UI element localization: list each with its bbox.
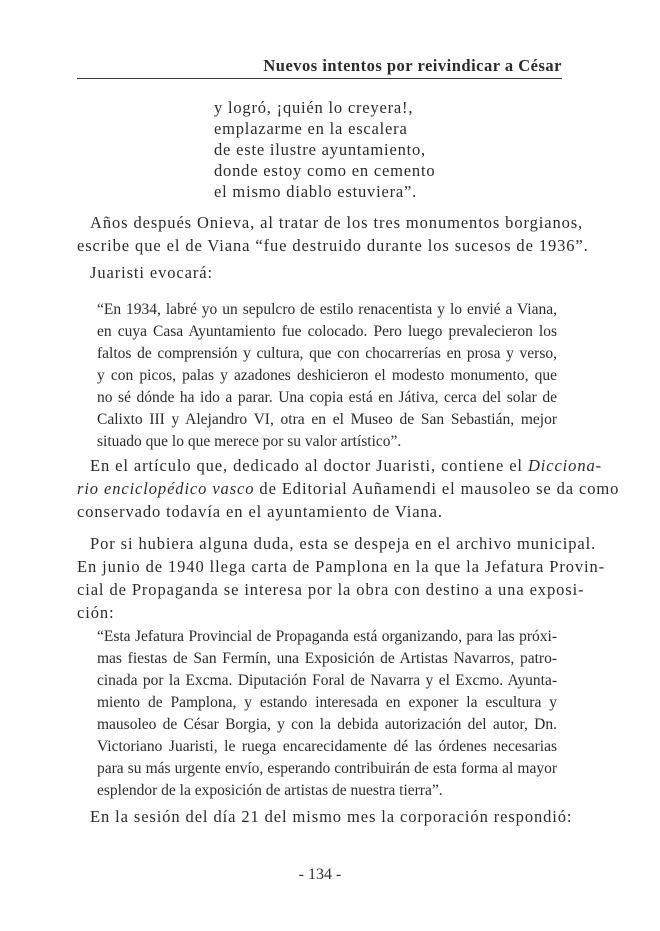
text-line: ción:	[77, 603, 115, 622]
running-header-title: Nuevos intentos por reivindicar a César	[263, 56, 562, 75]
paragraph-juaristi-intro	[77, 261, 562, 284]
quote-line: situado que lo que merece por su valor artístico”.	[97, 433, 402, 450]
text-line: Años después Onieva, al tratar de los tres monumentos borgianos,	[90, 213, 584, 232]
quote-line: y con picos, palas y azadones deshicieron el modesto monumento, que	[97, 367, 557, 384]
text-line: cial de Propaganda se interesa por la obra con destino a una exposi-	[77, 580, 585, 599]
poem-line: donde estoy como en cemento	[214, 161, 436, 180]
quote-line: Victoriano Juaristi, le ruega encarecidamente dé las órdenes necesarias	[97, 738, 557, 755]
quote-line: cinada por la Excma. Diputación Foral de Navarra y el Excmo. Ayunta-	[97, 672, 557, 689]
paragraph-diccionario	[77, 454, 620, 523]
quote-line: Calixto III y Alejandro VI, otra en el Museo de San Sebastián, mejor	[97, 411, 557, 428]
paragraph-onieva	[77, 211, 589, 257]
header-rule	[77, 78, 562, 79]
text-line: Juaristi evocará:	[90, 263, 213, 282]
page-number: - 134 -	[298, 866, 342, 883]
book-title-italic: Dicciona-	[527, 456, 603, 475]
paragraph-archivo	[77, 532, 606, 624]
poem-line: el mismo diablo estuviera”.	[214, 182, 418, 201]
book-title-italic: rio enciclopédico vasco	[77, 479, 255, 498]
quote-line: para su más urgente envío, esperando contribuirán de esta forma al mayor	[97, 760, 557, 777]
quote-line: mausoleo de César Borgia, y con la debida autorización del autor, Dn.	[97, 716, 557, 733]
quote-line: miento de Pamplona, y estando interesada en exponer la escultura y	[97, 694, 557, 711]
text-line: En junio de 1940 llega carta de Pamplona en la que la Jefatura Provin-	[77, 557, 606, 576]
block-quote-juaristi	[97, 299, 557, 453]
text-run: de Editorial Auñamendi el mausoleo se da como	[254, 479, 620, 498]
quote-line: esplendor de la exposición de artistas de nuestra tierra”.	[97, 782, 443, 799]
text-line: escribe que el de Viana “fue destruido durante los sucesos de 1936”.	[77, 236, 589, 255]
block-quote-jefatura	[97, 626, 557, 802]
poem-line: y logró, ¡quién lo creyera!,	[214, 98, 414, 117]
poem-line: emplazarme en la escalera	[214, 119, 408, 138]
text-line: Por si hubiera alguna duda, esta se despeja en el archivo municipal.	[90, 534, 597, 553]
quote-line: no sé dónde ha ido a parar. Una copia está en Játiva, cerca del solar de	[97, 389, 557, 406]
quote-line: “Esta Jefatura Provincial de Propaganda está organizando, para las próxi-	[97, 628, 557, 645]
quote-line: “En 1934, labré yo un sepulcro de estilo renacentista y lo envié a Viana,	[97, 301, 557, 318]
text-line: En la sesión del día 21 del mismo mes la corporación respondió:	[90, 807, 573, 826]
poem-stanza	[214, 97, 435, 202]
text-line: conservado todavía en el ayuntamiento de Viana.	[77, 502, 443, 521]
poem-line: de este ilustre ayuntamiento,	[214, 140, 426, 159]
quote-line: en cuya Casa Ayuntamiento fue colocado. Pero luego prevalecieron los	[97, 323, 557, 340]
quote-line: faltos de comprensión y cultura, que con chocarrerías en prosa y verso,	[97, 345, 557, 362]
text-line	[77, 454, 603, 477]
text-line	[77, 477, 620, 500]
text-run: En el artículo que, dedicado al doctor Juaristi, contiene el	[90, 456, 528, 475]
paragraph-sesion	[77, 805, 573, 828]
quote-line: mas fiestas de San Fermín, una Exposición de Artistas Navarros, patro-	[97, 650, 557, 667]
